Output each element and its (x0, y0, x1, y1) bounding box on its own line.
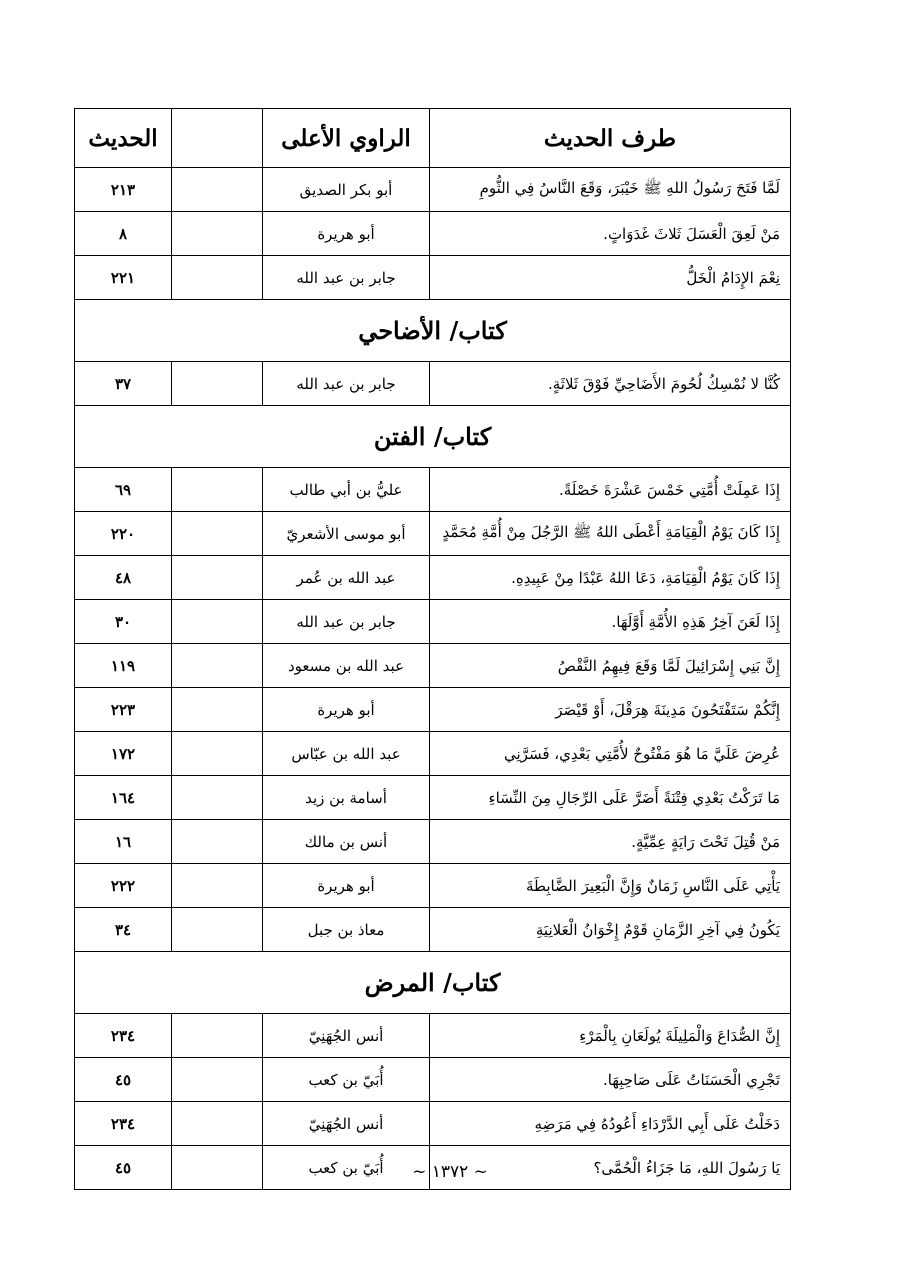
hadith-text-cell: كُنَّا لا نُمْسِكُ لُحُومَ الأَضَاحِيِّ فَوْقَ ثَلاثَةٍ. (430, 362, 791, 406)
hadith-text-cell: إِذَا كَانَ يَوْمُ الْقِيَامَةِ أَعْطَى اللهُ ﷺ الرَّجُلَ مِنْ أُمَّةِ مُحَمَّدٍ (430, 512, 791, 556)
hadith-number-cell: ٢٣٤ (75, 1014, 172, 1058)
hadith-number-cell: ٦٩ (75, 468, 172, 512)
narrator-cell: عليُّ بن أبي طالب (263, 468, 430, 512)
narrator-cell: أُبَيّ بن كعب (263, 1058, 430, 1102)
hadith-text-cell: يَكُونُ فِي آخِرِ الزَّمَانِ قَوْمٌ إِخْوَانُ الْعَلانِيَةِ (430, 908, 791, 952)
blank-cell (172, 556, 263, 600)
blank-cell (172, 168, 263, 212)
hadith-number-cell: ١٦ (75, 820, 172, 864)
table-row (75, 600, 791, 644)
hadith-text-cell: تَجْرِي الْحَسَنَاتُ عَلَى صَاحِبِهَا. (430, 1058, 791, 1102)
hadith-number-cell: ٢١٣ (75, 168, 172, 212)
page-number: ~ ١٣٧٢ ~ (412, 1162, 488, 1182)
blank-cell (172, 1014, 263, 1058)
hadith-text-cell: إِنَّ بَنِي إِسْرَائِيلَ لَمَّا وَقَعَ فِيهِمُ النَّقْصُ (430, 644, 791, 688)
header-hadith-number: الحديث (75, 109, 172, 168)
narrator-cell: أنس الجُهَنِيّ (263, 1014, 430, 1058)
narrator-cell: أبو هريرة (263, 864, 430, 908)
blank-cell (172, 212, 263, 256)
hadith-text-cell: لَمَّا فَتَحَ رَسُولُ اللهِ ﷺ خَيْبَرَ، وَقَعَ النَّاسُ فِي الثُّومِ (430, 168, 791, 212)
blank-cell (172, 644, 263, 688)
table-row (75, 468, 791, 512)
hadith-number-cell: ٢٢٣ (75, 688, 172, 732)
header-narrator: الراوي الأعلى (263, 109, 430, 168)
hadith-number-cell: ٣٧ (75, 362, 172, 406)
table-row (75, 1102, 791, 1146)
narrator-cell: أنس بن مالك (263, 820, 430, 864)
hadith-number-cell: ٤٨ (75, 556, 172, 600)
table-row (75, 688, 791, 732)
hadith-text-cell: مَنْ قُتِلَ تَحْتَ رَايَةٍ عِمِّيَّةٍ. (430, 820, 791, 864)
hadith-text-cell: إِنَّكُمْ سَتَفْتَحُونَ مَدِينَةَ هِرَقْلَ، أَوْ قَيْصَرَ (430, 688, 791, 732)
table-row (75, 256, 791, 300)
table-row (75, 820, 791, 864)
hadith-number-cell: ٢٢٢ (75, 864, 172, 908)
narrator-cell: أنس الجُهَنِيّ (263, 1102, 430, 1146)
table-row (75, 362, 791, 406)
hadith-text-cell: إِذَا لَعَنَ آخِرُ هَذِهِ الأُمَّةِ أَوَّلَهَا. (430, 600, 791, 644)
narrator-cell: معاذ بن جبل (263, 908, 430, 952)
hadith-number-cell: ٣٤ (75, 908, 172, 952)
hadith-text-cell: مَنْ لَعِقَ الْعَسَلَ ثَلاثَ غَدَوَاتٍ. (430, 212, 791, 256)
blank-cell (172, 688, 263, 732)
table-row (75, 512, 791, 556)
narrator-cell: أسامة بن زيد (263, 776, 430, 820)
hadith-number-cell: ١٦٤ (75, 776, 172, 820)
table-row (75, 1058, 791, 1102)
narrator-cell: أبو هريرة (263, 212, 430, 256)
blank-cell (172, 1102, 263, 1146)
blank-cell (172, 908, 263, 952)
hadith-number-cell: ٤٥ (75, 1146, 172, 1190)
section-title: كتاب/ المرض (75, 952, 791, 1014)
narrator-cell: أُبَيّ بن كعب (263, 1146, 430, 1190)
hadith-number-cell: ٢٢١ (75, 256, 172, 300)
section-row (75, 300, 791, 362)
hadith-text-cell: عُرِضَ عَلَيَّ مَا هُوَ مَفْتُوحٌ لأُمَّتِي بَعْدِي، فَسَرَّنِي (430, 732, 791, 776)
blank-cell (172, 864, 263, 908)
hadith-text-cell: نِعْمَ الإِدَامُ الْخَلُّ (430, 256, 791, 300)
hadith-number-cell: ٣٠ (75, 600, 172, 644)
hadith-text-cell: يَا رَسُولَ اللهِ، مَا جَزَاءُ الْحُمَّى؟ (430, 1146, 791, 1190)
hadith-text-cell: إِذَا كَانَ يَوْمُ الْقِيَامَةِ، دَعَا اللهُ عَبْدًا مِنْ عَبِيدِهِ. (430, 556, 791, 600)
blank-cell (172, 776, 263, 820)
blank-cell (172, 256, 263, 300)
header-blank (172, 109, 263, 168)
hadith-number-cell: ١٧٢ (75, 732, 172, 776)
table-row (75, 776, 791, 820)
narrator-cell: أبو هريرة (263, 688, 430, 732)
blank-cell (172, 468, 263, 512)
narrator-cell: أبو موسى الأشعريّ (263, 512, 430, 556)
hadith-number-cell: ١١٩ (75, 644, 172, 688)
table-row (75, 556, 791, 600)
blank-cell (172, 600, 263, 644)
table-row (75, 212, 791, 256)
hadith-number-cell: ٨ (75, 212, 172, 256)
narrator-cell: عبد الله بن مسعود (263, 644, 430, 688)
narrator-cell: جابر بن عبد الله (263, 600, 430, 644)
table-row (75, 644, 791, 688)
hadith-index-table (74, 108, 791, 1190)
header-hadith-text: طرف الحديث (430, 109, 791, 168)
blank-cell (172, 820, 263, 864)
table-body (75, 168, 791, 1190)
table-row (75, 908, 791, 952)
narrator-cell: أبو بكر الصديق (263, 168, 430, 212)
section-row (75, 406, 791, 468)
hadith-text-cell: إِنَّ الصُّدَاعَ وَالْمَلِيلَةَ يُولَعَانِ بِالْمَرْءِ (430, 1014, 791, 1058)
hadith-text-cell: يَأْتِي عَلَى النَّاسِ زَمَانٌ وَإِنَّ الْبَعِيرَ الضَّابِطَةَ (430, 864, 791, 908)
section-title: كتاب/ الفتن (75, 406, 791, 468)
blank-cell (172, 1058, 263, 1102)
hadith-number-cell: ٤٥ (75, 1058, 172, 1102)
table-row (75, 732, 791, 776)
blank-cell (172, 362, 263, 406)
section-row (75, 952, 791, 1014)
blank-cell (172, 512, 263, 556)
table-row (75, 168, 791, 212)
hadith-text-cell: إِذَا عَمِلَتْ أُمَّتِي خَمْسَ عَشْرَةَ خَصْلَةً. (430, 468, 791, 512)
narrator-cell: جابر بن عبد الله (263, 256, 430, 300)
blank-cell (172, 732, 263, 776)
table-row (75, 864, 791, 908)
table-row (75, 1014, 791, 1058)
narrator-cell: جابر بن عبد الله (263, 362, 430, 406)
hadith-number-cell: ٢٢٠ (75, 512, 172, 556)
hadith-text-cell: مَا تَرَكْتُ بَعْدِي فِتْنَةً أَضَرَّ عَلَى الرِّجَالِ مِنَ النِّسَاءِ (430, 776, 791, 820)
hadith-number-cell: ٢٣٤ (75, 1102, 172, 1146)
hadith-text-cell: دَخَلْتُ عَلَى أَبِي الدَّرْدَاءِ أَعُودُهُ فِي مَرَضِهِ (430, 1102, 791, 1146)
section-title: كتاب/ الأضاحي (75, 300, 791, 362)
header-row (75, 109, 791, 168)
narrator-cell: عبد الله بن عُمر (263, 556, 430, 600)
narrator-cell: عبد الله بن عبّاس (263, 732, 430, 776)
